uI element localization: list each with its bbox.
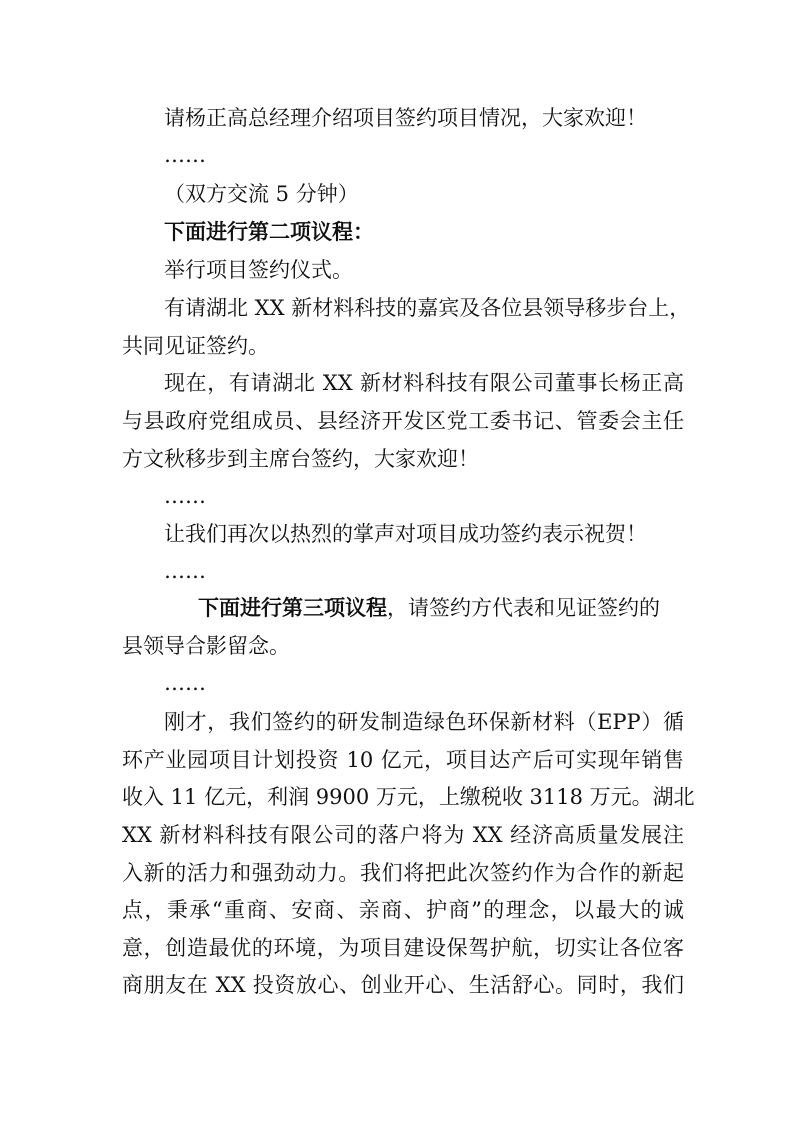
paragraph-line: 收入 11 亿元，利润 9900 万元，上缴税收 3118 万元。湖北 [122, 785, 695, 809]
ellipsis-line: …… [164, 559, 206, 583]
paragraph-line: 县领导合影留念。 [122, 634, 290, 658]
paragraph-line: 刚才，我们签约的研发制造绿色环保新材料（EPP）循 [164, 710, 684, 734]
ellipsis-line: …… [164, 484, 206, 508]
paragraph-line [198, 594, 660, 622]
paragraph-line: 举行项目签约仪式。 [164, 258, 353, 282]
paragraph-text: ，请签约方代表和见证签约的 [387, 596, 660, 620]
agenda-heading-3: 下面进行第三项议程 [198, 595, 387, 620]
paragraph-line: 方文秋移步到主席台签约，大家欢迎！ [122, 447, 479, 471]
agenda-heading-2: 下面进行第二项议程： [164, 219, 374, 244]
paragraph-line: 意，创造最优的环境，为项目建设保驾护航，切实让各位客 [122, 936, 684, 960]
paragraph-line: 入新的活力和强劲动力。我们将把此次签约作为合作的新起 [122, 861, 684, 885]
ellipsis-line: …… [164, 143, 206, 167]
paragraph-line: 请杨正高总经理介绍项目签约项目情况，大家欢迎！ [164, 106, 647, 130]
paragraph-line: 共同见证签约。 [122, 334, 269, 358]
paragraph-line: 让我们再次以热烈的掌声对项目成功签约表示祝贺！ [164, 522, 647, 546]
paragraph-line: 与县政府党组成员、县经济开发区党工委书记、管委会主任 [122, 409, 684, 433]
paragraph-line: 商朋友在 XX 投资放心、创业开心、生活舒心。同时，我们 [122, 973, 684, 997]
paragraph-line: 有请湖北 XX 新材料科技的嘉宾及各位县领导移步台上， [164, 296, 691, 320]
paragraph-line: 点，秉承“重商、安商、亲商、护商”的理念，以最大的诚 [122, 898, 684, 922]
paragraph-line: （双方交流 5 分钟） [164, 182, 359, 206]
paragraph-line: 现在，有请湖北 XX 新材料科技有限公司董事长杨正高 [164, 371, 684, 395]
paragraph-line: 环产业园项目计划投资 10 亿元，项目达产后可实现年销售 [122, 748, 684, 772]
paragraph-line: XX 新材料科技有限公司的落户将为 XX 经济高质量发展注 [122, 823, 684, 847]
ellipsis-line: …… [164, 671, 206, 695]
